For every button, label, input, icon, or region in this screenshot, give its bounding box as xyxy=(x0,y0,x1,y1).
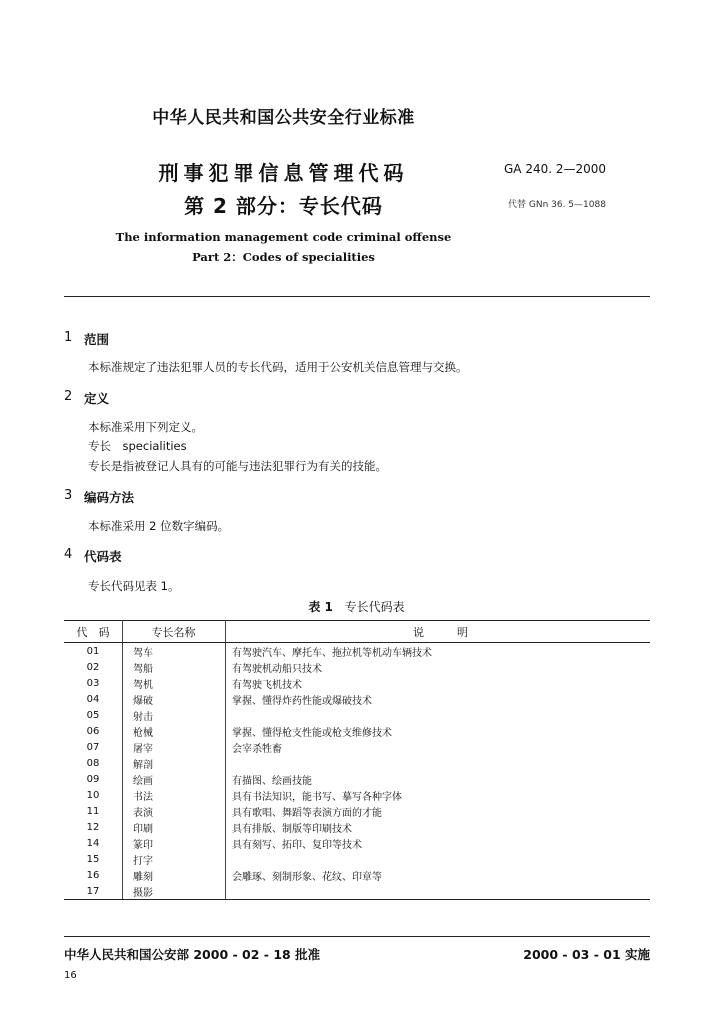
description-cell: 会雕琢、刻制形象、花纹、印章等 xyxy=(232,871,382,883)
section-paragraph: 本标准采用 2 位数字编码。 xyxy=(88,519,230,533)
description-cell xyxy=(226,883,651,900)
table-row xyxy=(64,675,650,691)
replaces-note: 代替 GNn 36. 5—1088 xyxy=(508,200,606,210)
description-cell: 有描图、绘画技能 xyxy=(232,775,312,787)
name-cell: 射击 xyxy=(123,707,226,723)
description-cell: 有驾驶机动船只技术 xyxy=(232,663,322,675)
section-title: 代码表 xyxy=(84,549,122,564)
name-cell: 表演 xyxy=(123,803,226,819)
table-row xyxy=(64,643,650,660)
header-name: 专长名称 xyxy=(123,621,226,643)
term-line: 专长 specialities xyxy=(88,439,187,453)
section-number: 1 xyxy=(64,330,73,345)
header-description: 说 明 xyxy=(226,621,651,643)
section-paragraph: 专长代码见表 1。 xyxy=(88,579,180,593)
standard-code: GA 240. 2—2000 xyxy=(504,162,607,176)
code-cell: 09 xyxy=(64,771,123,787)
name-cell: 篆印 xyxy=(123,835,226,851)
name-cell: 摄影 xyxy=(123,883,226,900)
table-row xyxy=(64,691,650,707)
code-cell: 03 xyxy=(64,675,123,691)
code-cell: 07 xyxy=(64,739,123,755)
code-cell: 16 xyxy=(64,867,123,883)
title-en-line1: The information management code criminal offense xyxy=(115,230,452,244)
table-row xyxy=(64,739,650,755)
code-cell: 01 xyxy=(64,643,123,660)
section-number: 3 xyxy=(64,488,73,503)
section-paragraph: 专长是指被登记人具有的可能与违法犯罪行为有关的技能。 xyxy=(88,459,387,473)
code-cell: 12 xyxy=(64,819,123,835)
table-caption xyxy=(0,598,713,615)
table-row xyxy=(64,803,650,819)
description-cell xyxy=(226,851,651,867)
name-cell: 解剖 xyxy=(123,755,226,771)
table-row xyxy=(64,755,650,771)
description-cell: 会宰杀牲畜 xyxy=(232,743,282,755)
section-paragraph: 本标准采用下列定义。 xyxy=(88,420,203,434)
standard-org: 中华人民共和国公共安全行业标准 xyxy=(152,108,415,128)
name-cell: 驾船 xyxy=(123,659,226,675)
description-cell: 有驾驶汽车、摩托车、拖拉机等机动车辆技术 xyxy=(232,647,432,659)
name-cell: 印刷 xyxy=(123,819,226,835)
description-cell: 具有刻写、拓印、复印等技术 xyxy=(232,839,362,851)
name-cell: 绘画 xyxy=(123,771,226,787)
footer-rule xyxy=(64,936,650,937)
table-row xyxy=(64,819,650,835)
table-row xyxy=(64,883,650,900)
code-cell: 05 xyxy=(64,707,123,723)
section-title: 范围 xyxy=(84,332,110,347)
name-cell: 打字 xyxy=(123,851,226,867)
table-row xyxy=(64,867,650,883)
description-cell: 具有排版、制版等印刷技术 xyxy=(232,823,352,835)
code-cell: 15 xyxy=(64,851,123,867)
code-cell: 10 xyxy=(64,787,123,803)
code-cell: 08 xyxy=(64,755,123,771)
speciality-code-table xyxy=(64,620,650,900)
description-cell: 掌握、懂得炸药性能或爆破技术 xyxy=(232,695,372,707)
table-row xyxy=(64,659,650,675)
title-cn-line1: 刑事犯罪信息管理代码 xyxy=(158,161,409,185)
table-row xyxy=(64,771,650,787)
name-cell: 爆破 xyxy=(123,691,226,707)
table-row xyxy=(64,851,650,867)
section-title: 编码方法 xyxy=(84,490,135,505)
title-en-line2: Part 2：Codes of specialities xyxy=(192,250,375,264)
name-cell: 书法 xyxy=(123,787,226,803)
header-code: 代 码 xyxy=(64,621,123,643)
description-cell xyxy=(226,707,651,723)
table-row xyxy=(64,835,650,851)
title-cn-line2: 第 2 部分：专长代码 xyxy=(184,194,383,218)
description-cell xyxy=(226,755,651,771)
name-cell: 屠宰 xyxy=(123,739,226,755)
code-cell: 02 xyxy=(64,659,123,675)
code-cell: 04 xyxy=(64,691,123,707)
name-cell: 雕刻 xyxy=(123,867,226,883)
name-cell: 枪械 xyxy=(123,723,226,739)
code-cell: 11 xyxy=(64,803,123,819)
code-cell: 17 xyxy=(64,883,123,900)
page-number: 16 xyxy=(64,970,77,981)
name-cell: 驾车 xyxy=(123,643,226,660)
implementation-date: 2000 - 03 - 01 实施 xyxy=(523,947,650,962)
section-paragraph: 本标准规定了违法犯罪人员的专长代码，适用于公安机关信息管理与交换。 xyxy=(88,360,468,374)
table-row xyxy=(64,787,650,803)
name-cell: 驾机 xyxy=(123,675,226,691)
description-cell: 具有书法知识，能书写、摹写各种字体 xyxy=(232,791,402,803)
section-number: 4 xyxy=(64,547,73,562)
description-cell: 掌握、懂得枪支性能或枪支维修技术 xyxy=(232,727,392,739)
table-row xyxy=(64,723,650,739)
section-number: 2 xyxy=(64,389,73,404)
header-rule xyxy=(64,296,650,297)
description-cell: 具有歌唱、舞蹈等表演方面的才能 xyxy=(232,807,382,819)
section-title: 定义 xyxy=(84,391,110,406)
code-cell: 06 xyxy=(64,723,123,739)
table-caption-title: 专长代码表 xyxy=(344,600,405,614)
table-header-row xyxy=(64,621,650,643)
table-caption-label: 表 1 xyxy=(308,600,333,614)
description-cell: 有驾驶飞机技术 xyxy=(232,679,302,691)
code-cell: 14 xyxy=(64,835,123,851)
approval-date: 中华人民共和国公安部 2000 - 02 - 18 批准 xyxy=(64,947,321,962)
table-row xyxy=(64,707,650,723)
